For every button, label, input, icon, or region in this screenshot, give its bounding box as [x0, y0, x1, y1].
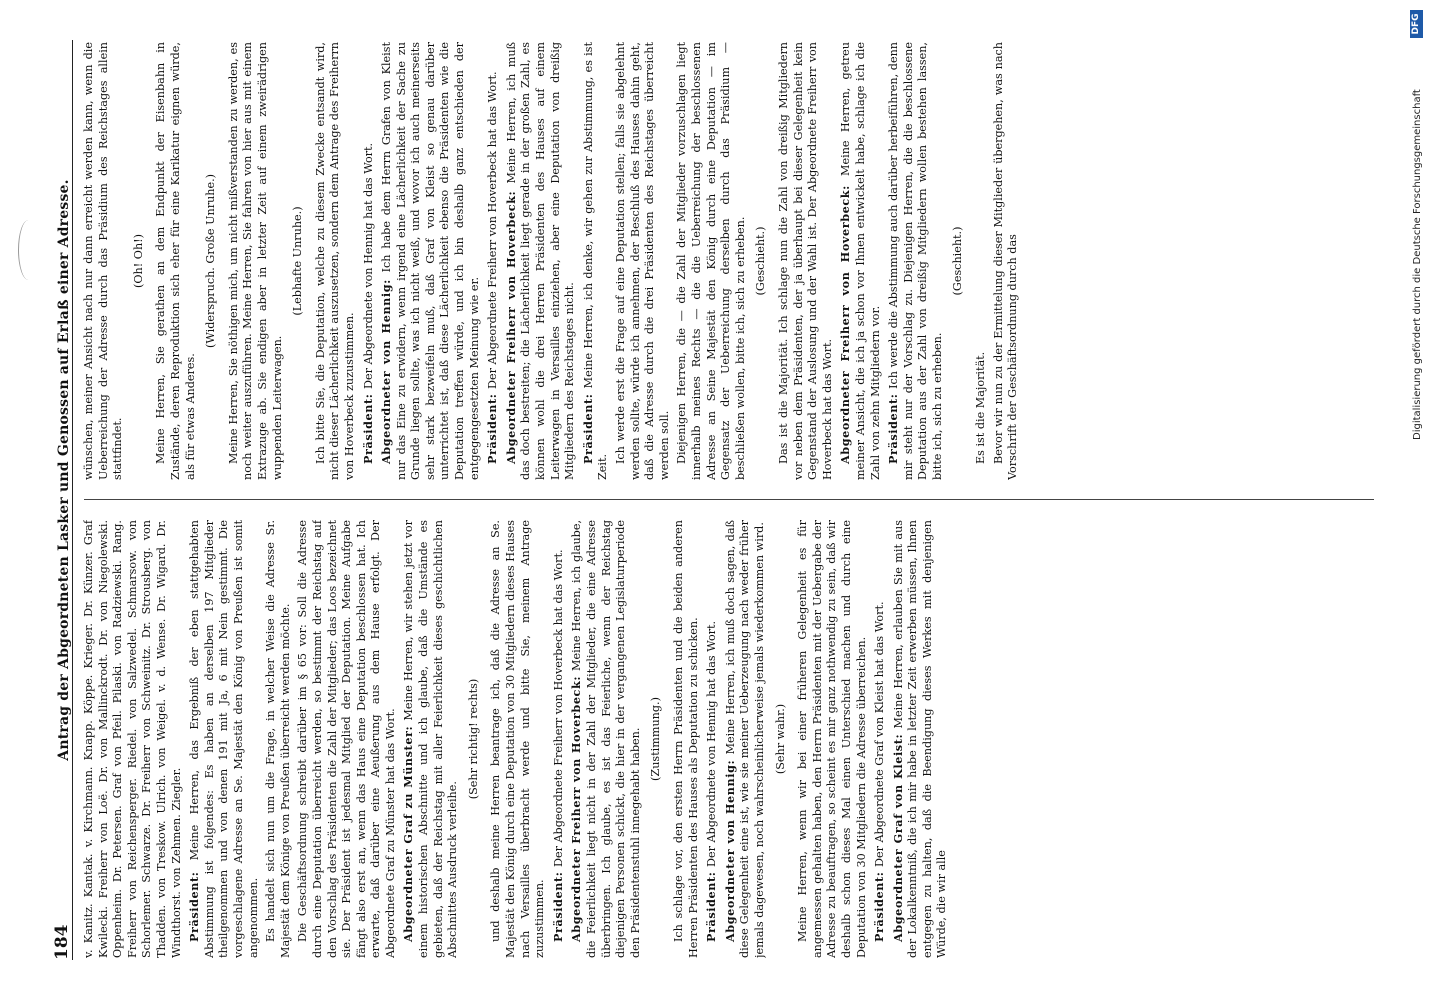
speech-paragraph	[569, 520, 643, 958]
speech-text: Der Abgeordnete Graf von Kleist hat das Wort.	[873, 601, 887, 868]
speaker-name: Abgeordneter Graf zu Münster:	[401, 720, 416, 942]
right-text-column	[82, 42, 1372, 480]
text-paragraph: und deshalb meine Herren beantrage ich, daß die Adresse an Se. Majestät den König durch eine Deputation von 30 Mitgliedern dieses Hauses nach Versailles überbracht werde und bitte Sie, meinem Antrage zuzustimmen.	[489, 520, 547, 958]
text-paragraph: v. Kanitz. Kantak. v. Kirchmann. Knapp. Köppe. Krieger. Dr. Künzer. Graf Kwilecki. Freiherr von Loë. Dr. von Mallinckrodt. Dr. von Niegolewski. Oppenheim. Dr. Petersen. Graf von Pfeil. Pilaski. von Radziewski. Rang. Freiherr von Reichensperger. Riedel. von Salzwedel. Schmarsow. von Schorlemer. Schwarze. Dr. Freiherr von Schweinitz. Dr. Strousberg. von Thadden. von Treskow. Ulrich. von Weigel. v. d. Wense. Dr. Wigard. Dr. Windthorst. von Zehmen. Ziegler.	[82, 520, 183, 958]
speaker-name: Präsident:	[886, 388, 901, 464]
speaker-name: Abgeordneter Freiherr von Hoverbeck:	[503, 183, 518, 464]
dfg-logo: DFG	[1410, 10, 1423, 38]
text-paragraph: Es ist die Majorität.	[974, 351, 988, 464]
text-paragraph: Meine Herren, Sie nöthigen mich, um nicht mißverstanden zu werden, es noch weiter auszuführen. Meine Herren, Sie fahren von hier aus mit einem Extrazuge ab. Sie endigen aber in letzter Zeit auf einem zweirädrigen wuppenden Leiterwagen.	[226, 42, 284, 480]
text-paragraph: Meine Herren, wenn wir bei einer früheren Gelegenheit es für angemessen gehalten haben, den Herrn Präsidenten mit der Uebergabe der Adresse zu beauftragen, so scheint es mir ganz nothwendig zu sein, daß wir deshalb schon dieses Mal einen Unterschied machen und durch eine Deputation von 30 Mitgliedern die Adresse überreichen.	[796, 520, 868, 958]
speech-text: Meine Herren, wir stehen jetzt vor einem historischen Abschnitte und ich glaube, daß die Umstände es gebieten, daß der Reichstag mit aller Feierlichkeit dieses geschichtlichen Abschnittes Ausdruck verleihe.	[402, 520, 460, 958]
speech-paragraph	[504, 42, 578, 480]
stage-direction: (Geschieht.)	[754, 226, 768, 296]
speech-text: Der Abgeordnete von Hennig hat das Wort.	[705, 620, 719, 868]
speech-text: Meine Herren, das Ergebniß der eben stattgehabten Abstimmung ist folgendes: Es haben an derselben 197 Mitglieder theilgenommen und von denen 191 mit Ja, 6 mit Nein gestimmt. Die vorgeschlagene Adresse an Se. Majestät den König von Preußen ist somit angenommen.	[188, 520, 260, 958]
paper-fold-mark	[18, 220, 39, 280]
text-paragraph: wünschen, meiner Ansicht nach nur dann erreicht werden kann, wenn die Ueberreichung der Adresse durch das Präsidium des Reichstages allein stattfindet.	[82, 42, 125, 480]
text-paragraph: Die Geschäftsordnung schreibt darüber im § 65 vor: Soll die Adresse durch eine Deputation überreicht werden, so bestimmt der Reichstag auf den Vorschlag des Präsidenten die Zahl der Mitglieder; das Loos bezeichnet sie. Der Präsident ist jedesmal Mitglied der Deputation. Meine Aufgabe fängt also erst an, wenn das Haus eine Deputation beschlossen hat. Ich erwarte, daß darüber eine Aeußerung aus dem Hause erfolgt. Der Abgeordnete Graf zu Münster hat das Wort.	[296, 520, 397, 958]
stage-direction: (Zustimmung.)	[649, 697, 663, 781]
speaker-name: Abgeordneter von Hennig:	[722, 754, 737, 942]
speech-paragraph	[401, 520, 460, 958]
speech-paragraph	[886, 42, 945, 480]
speech-text: Meine Herren, ich glaube, die Feierlichkeit liegt nicht in der Zahl der Mitglieder, die eine Adresse überbringen. Ich glaube, es ist das Feierliche, wenn der Reichstag diejenigen Personen schickt, die hier in der vergangenen Legislaturperiode den Präsidentenstuhl innegehabt haben.	[570, 520, 642, 958]
speech-paragraph	[872, 520, 888, 958]
speech-text: Meine Herren, ich muß doch sagen, daß diese Gelegenheit eine ist, wie sie meiner Ueberzeugung nach weder früher jemals dagewesen, noch wahrscheinlicherweise jemals wiederkommen wird.	[723, 520, 766, 958]
speech-text: Ich habe dem Herrn Grafen von Kleist nur das Eine zu erwidern, wenn irgend eine Lächerlichkeit der Sache zu Grunde liegen sollte, was ich nicht weiß, und wovor ich auch meinerseits sehr stark bezweifeln muß, daß Graf von Kleist so genau darüber unterrichtet ist, daß diese Lächerlichkeit ebenso die Präsidenten wie die Deputation treffen würde, und ich bin deshalb ganz entschieden der entgegengesetzten Meinung wie er.	[380, 42, 481, 480]
speaker-name: Präsident:	[872, 867, 887, 942]
speech-paragraph	[361, 42, 377, 480]
speech-paragraph	[704, 520, 720, 958]
speech-text: Der Abgeordnete von Hennig hat das Wort.	[361, 142, 375, 390]
speech-text: Meine Herren, getreu meiner Ansicht, die ich ja schon vor Ihnen entwickelt habe, schlage ich die Zahl von zehn Mitgliedern vor.	[839, 42, 882, 480]
page-number: 184	[52, 924, 72, 960]
speaker-name: Abgeordneter Freiherr von Hoverbeck:	[569, 670, 584, 942]
speaker-name: Präsident:	[485, 389, 500, 464]
speech-text: Der Abgeordnete Freiherr von Hoverbeck hat das Wort.	[551, 549, 565, 868]
speech-paragraph	[723, 520, 768, 958]
stage-direction: (Lebhafte Unruhe.)	[291, 206, 305, 316]
text-paragraph: Ich bitte Sie, die Deputation, welche zu diesem Zwecke entsandt wird, nicht dieser Lächerlichkeit auszusetzen, sondern dem Antrage des Freiherrn von Hoverbeck zuzustimmen.	[313, 42, 356, 480]
stage-direction: (Widerspruch. Große Unruhe.)	[204, 173, 218, 349]
speech-paragraph	[581, 42, 611, 480]
speech-paragraph	[551, 520, 567, 958]
speaker-name: Präsident:	[550, 867, 565, 942]
speech-text: Ich werde die Abstimmung auch darüber herbeiführen, denn mir steht nur der Vorschlag zu. Diejenigen Herren, die die beschlossene Deputation aus der Zahl von dreißig Mitgliedern wollen bestehen lassen, bitte ich, sich zu erheben.	[887, 42, 944, 480]
speech-text: Meine Herren, ich muß das doch bestreiten; die Lächerlichkeit liegt gerade in der großen Zahl, es können wohl die drei Herren Präsidenten des Hauses auf einem Leiterwagen in Versailles einziehen, aber eine Deputation von dreißig Mitgliedern des Reichstages nicht.	[504, 42, 577, 480]
text-paragraph: Ich werde erst die Frage auf eine Deputation stellen; falls sie abgelehnt werden sollte, würde ich annehmen, der Beschluß des Hauses dahin geht, daß die Adresse durch die drei Präsidenten des Reichstages überreicht werden soll.	[614, 42, 671, 480]
speech-paragraph	[187, 520, 261, 958]
text-paragraph: Das ist die Majorität. Ich schlage nun die Zahl von dreißig Mitgliedern vor neben dem Präsidenten, der ja überhaupt bei dieser Gelegenheit kein Gegenstand der Auslosung und der Wahl ist. Der Abgeordnete Freiherr von Hoverbeck hat das Wort.	[776, 42, 834, 480]
text-paragraph: Bevor wir nun zu der Ermittelung dieser Mitglieder übergehen, was nach Vorschrift der Geschäftsordnung durch das	[991, 42, 1020, 480]
speech-text: Der Abgeordnete Freiherr von Hoverbeck hat das Wort.	[486, 71, 500, 390]
speech-paragraph	[891, 520, 950, 958]
speaker-name: Präsident:	[187, 860, 202, 942]
stage-direction: (Sehr richtig! rechts)	[466, 678, 480, 800]
speaker-name: Abgeordneter Freiherr von Hoverbeck:	[838, 175, 853, 464]
running-title: Antrag der Abgeordneten Lasker und Genossen auf Erlaß einer Adresse.	[56, 179, 72, 761]
speech-paragraph	[379, 42, 482, 480]
page-header	[46, 40, 73, 960]
text-paragraph: Diejenigen Herren, die — die Zahl der Mitglieder vorzuschlagen liegt innerhalb meines Rechts — die die Ueberreichung der beschlossenen Adresse an Seine Majestät den König durch eine Deputation — im Gegensatz der Ueberreichung derselben durch das Präsidium — beschließen wollen, bitte ich, sich zu erheben.	[675, 42, 747, 480]
stage-direction: (Geschieht.)	[951, 226, 965, 296]
text-paragraph: Meine Herren, Sie gerathen an dem Endpunkt der Eisenbahn in Zustände, deren Reproduktion sich eher für eine Karikatur eignen würde, als für etwas Anderes.	[154, 42, 197, 480]
stage-direction: (Oh! Oh!)	[131, 233, 145, 289]
text-paragraph: Es handelt sich nun um die Frage, in welcher Weise die Adresse Sr. Majestät dem Könige von Preußen überreicht werden möchte.	[264, 520, 292, 958]
speaker-name: Präsident:	[580, 388, 595, 464]
digitization-credit: Digitalisierung gefördert durch die Deutsche Forschungsgemeinschaft	[1412, 89, 1423, 440]
speech-paragraph	[838, 42, 883, 480]
speaker-name: Abgeordneter von Hennig:	[379, 272, 394, 464]
speech-paragraph	[485, 42, 501, 480]
speech-text: Meine Herren, erlauben Sie mit aus der Lokalkenntniß, die ich mir habe in letzter Zeit erwerben müssen, Ihnen entgegen zu halten, daß die Beendigung dieses Werkes mit denjenigen Würde, die wir alle	[891, 520, 949, 958]
speech-text: Meine Herren, ich denke, wir gehen zur Abstimmung, es ist Zeit.	[581, 42, 610, 480]
speaker-name: Abgeordneter Graf von Kleist:	[890, 728, 905, 942]
stage-direction: (Sehr wahr.)	[773, 703, 787, 775]
text-paragraph: Ich schlage vor, den ersten Herrn Präsidenten und die beiden anderen Herren Präsidenten des Hauses als Deputation zu schicken.	[671, 520, 700, 958]
left-text-column	[82, 520, 1372, 958]
speaker-name: Präsident:	[704, 867, 719, 942]
speaker-name: Präsident:	[360, 389, 375, 464]
column-divider	[84, 499, 1374, 500]
